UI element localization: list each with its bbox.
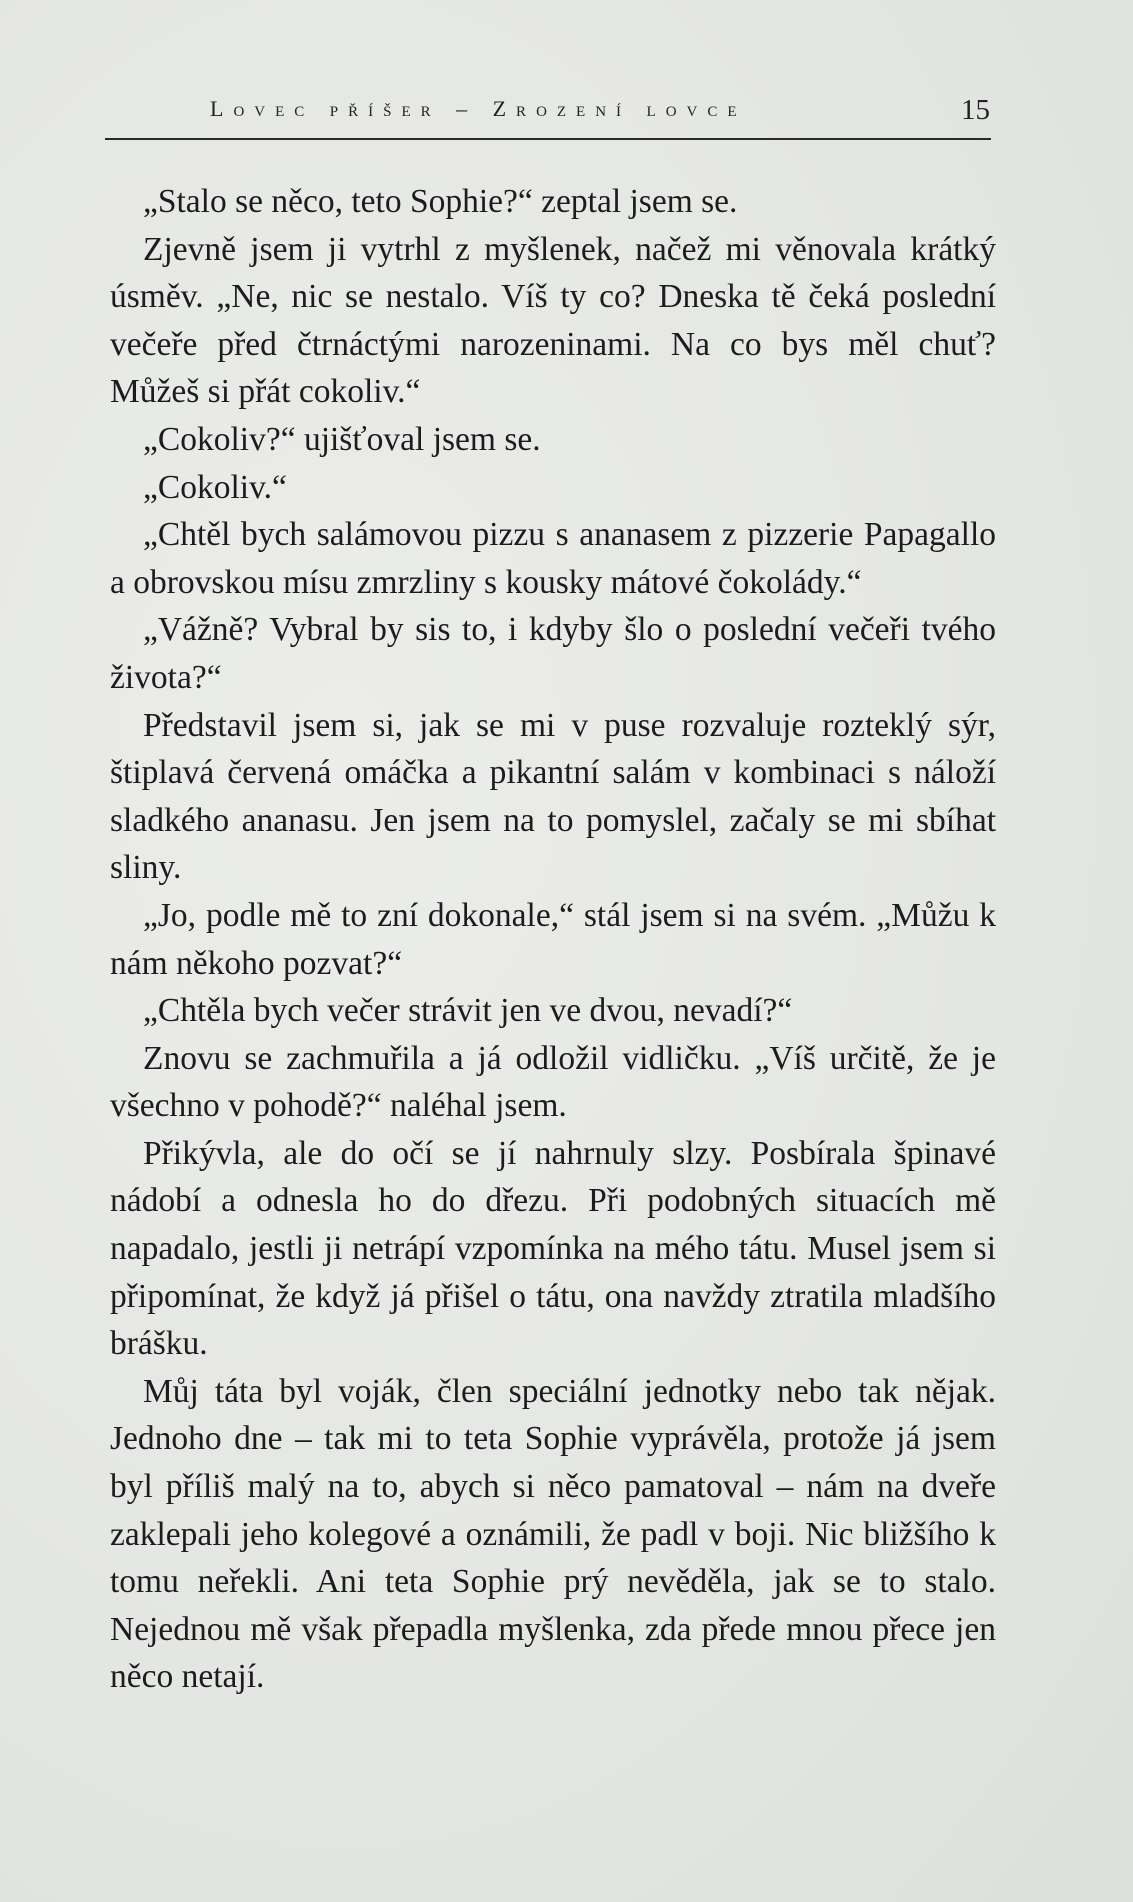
paragraph: Zjevně jsem ji vytrhl z myšlenek, načež mi věnovala krátký úsměv. „Ne, nic se nestalo. Víš ty co? Dneska tě čeká poslední večeře před čtrnáctými narozeninami. Na co bys měl chuť? Můžeš si přát cokoliv.“ [110, 230, 996, 411]
running-title: Lovec příšer – Zrození lovce [210, 96, 747, 121]
paragraph: „Cokoliv.“ [143, 468, 287, 506]
paragraph: Znovu se zachmuřila a já odložil vidličku. „Víš určitě, že je všechno v pohodě?“ naléhal jsem. [110, 1039, 996, 1125]
paragraph: „Chtěl bych salámovou pizzu s ananasem z pizzerie Papagallo a obrovskou mísu zmrzliny s kousky mátové čokolády.“ [110, 516, 996, 601]
running-header [210, 86, 990, 136]
paragraph: „Stalo se něco, teto Sophie?“ zeptal jsem se. [143, 183, 738, 220]
paragraph: „Vážně? Vybral by sis to, i kdyby šlo o poslední večeři tvého života?“ [110, 611, 996, 696]
paragraph: Přikývla, ale do očí se jí nahrnuly slzy. Posbírala špinavé nádobí a odnesla ho do dřezu. Při podobných situacích mě napadalo, jestli ji netrápí vzpomínka na mého tátu. Musel jsem si připomínat, že když já přišel o tátu, ona navždy ztratila mladšího brášku. [110, 1134, 996, 1363]
paragraph: „Jo, podle mě to zní dokonale,“ stál jsem si na svém. „Můžu k nám někoho pozvat?“ [110, 896, 996, 982]
paragraph: „Cokoliv?“ ujišťoval jsem se. [143, 420, 541, 458]
paragraph: Představil jsem si, jak se mi v puse rozvaluje rozteklý sýr, štiplavá červená omáčka a pikantní salám v kombinaci s náloží sladkého ananasu. Jen jsem na to pomyslel, začaly se mi sbíhat sliny. [110, 706, 996, 887]
paragraph: Můj táta byl voják, člen speciální jednotky nebo tak nějak. Jednoho dne – tak mi to teta Sophie vyprávěla, protože já jsem byl příliš malý na to, abych si něco pamatoval – nám na dveře zaklepali jeho kolegové a oznámili, že padl v boji. Nic bližšího k tomu neřekli. Ani teta Sophie prý nevěděla, jak se to stalo. Nejednou mě však přepadla myšlenka, zda přede mnou přece jen něco netají. [110, 1372, 996, 1696]
paragraph: „Chtěla bych večer strávit jen ve dvou, nevadí?“ [143, 992, 793, 1030]
header-rule [105, 138, 991, 140]
page-number: 15 [961, 94, 990, 126]
body-text [110, 178, 996, 1701]
